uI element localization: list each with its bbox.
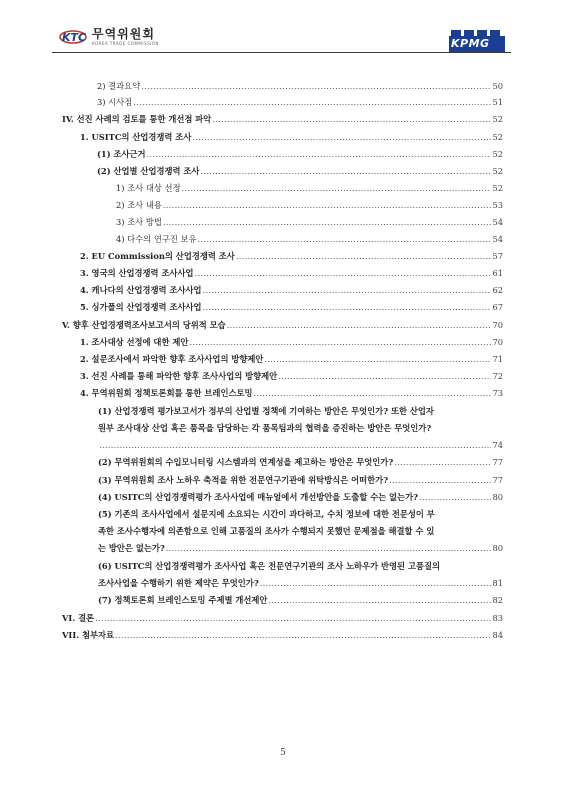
toc-entry: 3) 조사 방법 ..... 54 bbox=[116, 216, 503, 228]
kpmg-wordmark: KPMG bbox=[451, 37, 490, 50]
toc-entry: 2. 설문조사에서 파악한 향후 조사사업의 방향제안 ..... 71 bbox=[80, 353, 503, 365]
ktc-subtitle: KOREA TRADE COMMISSION bbox=[92, 41, 159, 46]
toc-entry: 1. 조사대상 선정에 대한 제안 ..... 70 bbox=[80, 336, 503, 348]
page-number: 5 bbox=[280, 748, 286, 758]
toc-entry: 는 방안은 없는가? ..... 80 bbox=[98, 542, 503, 554]
toc-entry: 3) 시사점 ..... 51 bbox=[97, 96, 503, 108]
toc-entry: 4. 캐나다의 산업경쟁력 조사사업 ..... 62 bbox=[80, 284, 503, 296]
toc-entry: 3. 영국의 산업경쟁력 조사사업 ..... 61 bbox=[80, 267, 503, 279]
page-header bbox=[0, 0, 566, 66]
toc-entry: 1. USITC의 산업경쟁력 조사 ..... 52 bbox=[80, 131, 503, 143]
toc-entry: (2) 산업별 산업경쟁력 조사 ..... 52 bbox=[97, 165, 503, 177]
toc-entry: 3. 선진 사례를 통해 파악한 향후 조사사업의 방향제안 ..... 72 bbox=[80, 370, 503, 382]
ktc-emblem-icon bbox=[58, 27, 88, 47]
toc-entry: (7) 정책토론회 브레인스토밍 주제별 개선제안 ..... 82 bbox=[98, 594, 503, 606]
header-divider bbox=[52, 52, 511, 53]
toc-entry: (1) 조사근거 ..... 52 bbox=[97, 148, 503, 160]
toc-entry-line: (5) 기존의 조사사업에서 설문지에 소요되는 시간이 과다하고, 수치 정보에 대한 전문성이 부 bbox=[98, 509, 435, 519]
toc-entry-line: (1) 산업경쟁력 평가보고서가 정부의 산업별 정책에 기여하는 방안은 무엇인가? 또한 산업자 bbox=[98, 406, 434, 416]
toc-entry: ..... 74 bbox=[98, 439, 503, 451]
toc-entry: VI. 결론 ..... 83 bbox=[62, 612, 503, 624]
toc-entry: (4) USITC의 산업경쟁력평가 조사사업에 매뉴얼에서 개선방안을 도출할 수는 없는가? ..... 80 bbox=[98, 491, 503, 503]
toc-entry: (3) 무역위원회 조사 노하우 축적을 위한 전문연구기관에 위탁방식은 어떠한가? ..... 77 bbox=[98, 474, 503, 486]
toc-entry: VII. 첨부자료 ..... 84 bbox=[62, 629, 503, 641]
toc-entry: 4. 무역위원회 정책토론회를 통한 브레인스토밍 ..... 73 bbox=[80, 387, 503, 399]
ktc-logo bbox=[58, 27, 159, 47]
kpmg-logo bbox=[449, 28, 505, 52]
svg-text:KTC: KTC bbox=[62, 31, 87, 44]
toc-entry: 2) 결과요약 ..... 50 bbox=[97, 80, 503, 92]
toc-entry: 5. 싱가폴의 산업경쟁력 조사사업 ..... 67 bbox=[80, 301, 503, 313]
toc-entry: 2) 조사 내용 ..... 53 bbox=[116, 199, 503, 211]
toc-entry: 4) 다수의 연구진 보유 ..... 54 bbox=[116, 233, 503, 245]
toc-entry: 2. EU Commission의 산업경쟁력 조사 ..... 57 bbox=[80, 250, 503, 262]
toc-entry: (2) 무역위원회의 수입모니터링 시스템과의 연계성을 제고하는 방안은 무엇인가? ..... 77 bbox=[98, 456, 503, 468]
toc-entry: V. 향후 산업경쟁력조사보고서의 당위적 모습 ..... 70 bbox=[62, 319, 503, 331]
toc-entry-line: (6) USITC의 산업경쟁력평가 조사사업 혹은 전문연구기관의 조사 노하우가 반영된 고품질의 bbox=[98, 561, 441, 571]
toc-entry: IV. 선진 사례의 검토를 통한 개선점 파악 ..... 52 bbox=[62, 113, 503, 125]
toc-entry-line: 원부 조사대상 산업 혹은 품목을 담당하는 각 품목팀과의 협력을 증진하는 방안은 무엇인가? bbox=[98, 423, 432, 433]
toc-entry: 조사사업을 수행하기 위한 제약은 무엇인가? ..... 81 bbox=[98, 577, 503, 589]
ktc-name: 무역위원회 bbox=[92, 27, 155, 41]
toc-entry-line: 족한 조사수행자에 의존함으로 인해 고품질의 조사가 수행되지 못했던 문제점을 해결할 수 있 bbox=[98, 526, 435, 536]
toc-entry: 1) 조사 대상 선정 ..... 52 bbox=[116, 182, 503, 194]
